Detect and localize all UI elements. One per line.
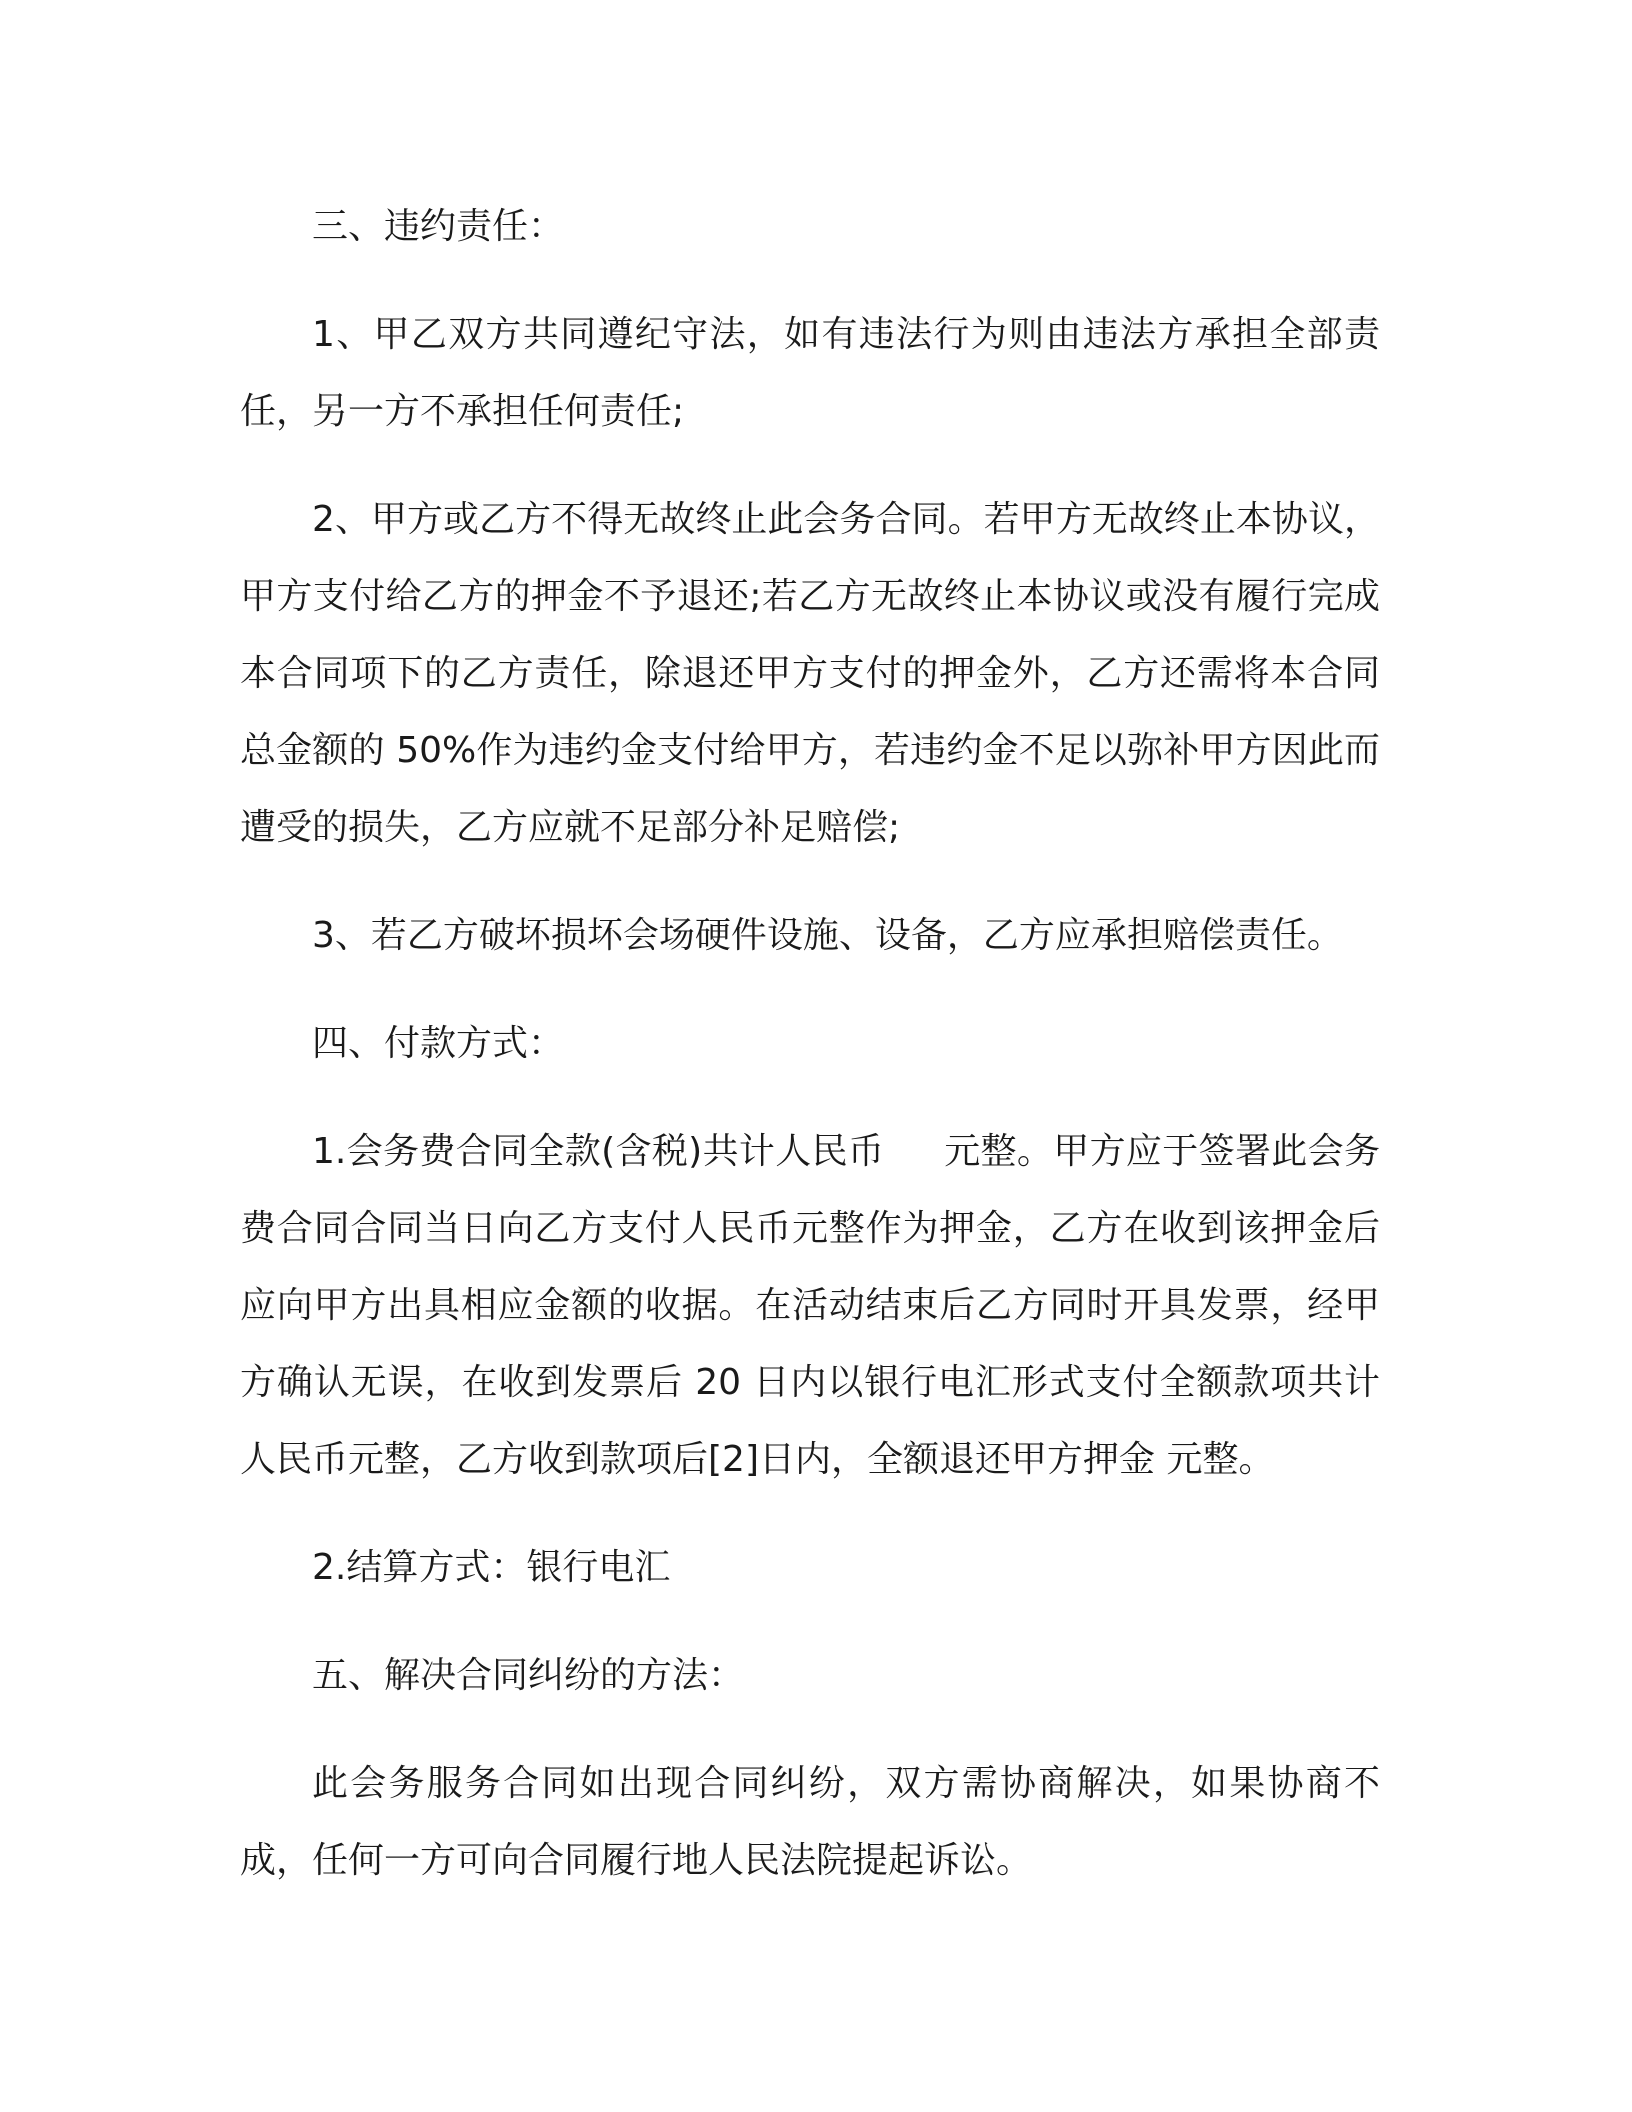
section-heading-dispute-resolution: 五、解决合同纠纷的方法： xyxy=(312,1655,745,1696)
section-heading-payment-method: 四、付款方式： xyxy=(312,1023,565,1064)
clause-4-1: 1.会务费合同全款(含税)共计人民币 元整。甲方应于签署此会务费合同合同当日向乙方支付人民币元整作为押金，乙方在收到该押金后应向甲方出具相应金额的收据。在活动结束后乙方同时开具发票，经甲方确认无误，在收到发票后 20 日内以银行电汇形式支付全额款项共计人民币元整，乙方收到款项后[2]日内，全额退还甲方押金 元整。 xyxy=(240,1131,1380,1480)
clause-4-2: 2.结算方式：银行电汇 xyxy=(312,1547,671,1588)
section-heading-breach-liability: 三、违约责任： xyxy=(312,206,565,247)
clause-3-2: 2、甲方或乙方不得无故终止此会务合同。若甲方无故终止本协议，甲方支付给乙方的押金不予退还;若乙方无故终止本协议或没有履行完成本合同项下的乙方责任，除退还甲方支付的押金外，乙方还需将本合同总金额的 50%作为违约金支付给甲方，若违约金不足以弥补甲方因此而遭受的损失，乙方应就不足部分补足赔偿; xyxy=(240,499,1380,848)
clause-3-1: 1、甲乙双方共同遵纪守法，如有违法行为则由违法方承担全部责任，另一方不承担任何责任; xyxy=(240,314,1380,432)
clause-3-3: 3、若乙方破坏损坏会场硬件设施、设备，乙方应承担赔偿责任。 xyxy=(312,915,1343,956)
document-page xyxy=(240,188,1380,1899)
clause-5-body: 此会务服务合同如出现合同纠纷，双方需协商解决，如果协商不成，任何一方可向合同履行地人民法院提起诉讼。 xyxy=(240,1763,1380,1881)
